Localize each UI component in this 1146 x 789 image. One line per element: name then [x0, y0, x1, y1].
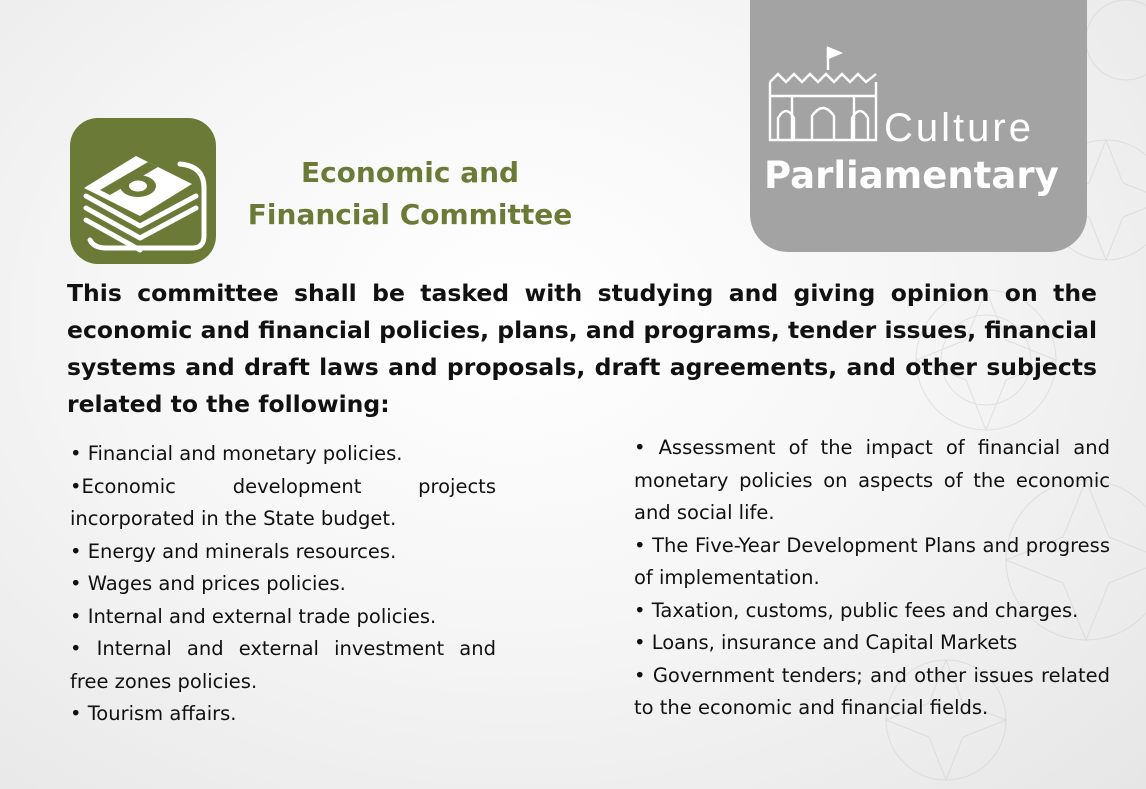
list-item: •Economic development projects incorporated in the State budget.: [70, 474, 496, 530]
list-item: • Internal and external investment and free zones policies.: [70, 637, 496, 693]
list-item: • The Five-Year Development Plans and progress of implementation.: [634, 533, 1110, 589]
badge-parliamentary-text: Parliamentary: [764, 154, 1059, 197]
badge-culture-text: Culture: [884, 106, 1034, 150]
list-item: • Internal and external trade policies.: [70, 604, 437, 628]
list-item: • Wages and prices policies.: [70, 572, 346, 595]
left-topic-list: [70, 438, 496, 731]
list-item: • Assessment of the impact of financial and monetary policies on aspects of the economic and social life.: [634, 436, 1110, 524]
right-topic-list: [634, 432, 1110, 725]
list-item: • Loans, insurance and Capital Markets: [634, 631, 1018, 654]
culture-parliamentary-badge: [750, 0, 1087, 252]
money-stack-icon: [70, 118, 216, 264]
fort-icon: [764, 44, 880, 144]
list-item: • Tourism affairs.: [70, 702, 237, 725]
committee-description: This committee shall be tasked with studying and giving opinion on the economic and financial policies, plans, and programs, tender issues, financial systems and draft laws and proposals, draft agreements, and other subjects related to the following:: [67, 279, 1097, 418]
list-item: • Government tenders; and other issues related to the economic and financial fields.: [634, 663, 1110, 719]
list-item: • Energy and minerals resources.: [70, 539, 397, 563]
list-item: • Financial and monetary policies.: [70, 442, 403, 465]
committee-title-line1: Economic and: [300, 156, 520, 189]
committee-title-line2: Financial Committee: [247, 198, 573, 231]
list-item: • Taxation, customs, public fees and charges.: [634, 598, 1079, 622]
committee-title: [230, 152, 590, 236]
